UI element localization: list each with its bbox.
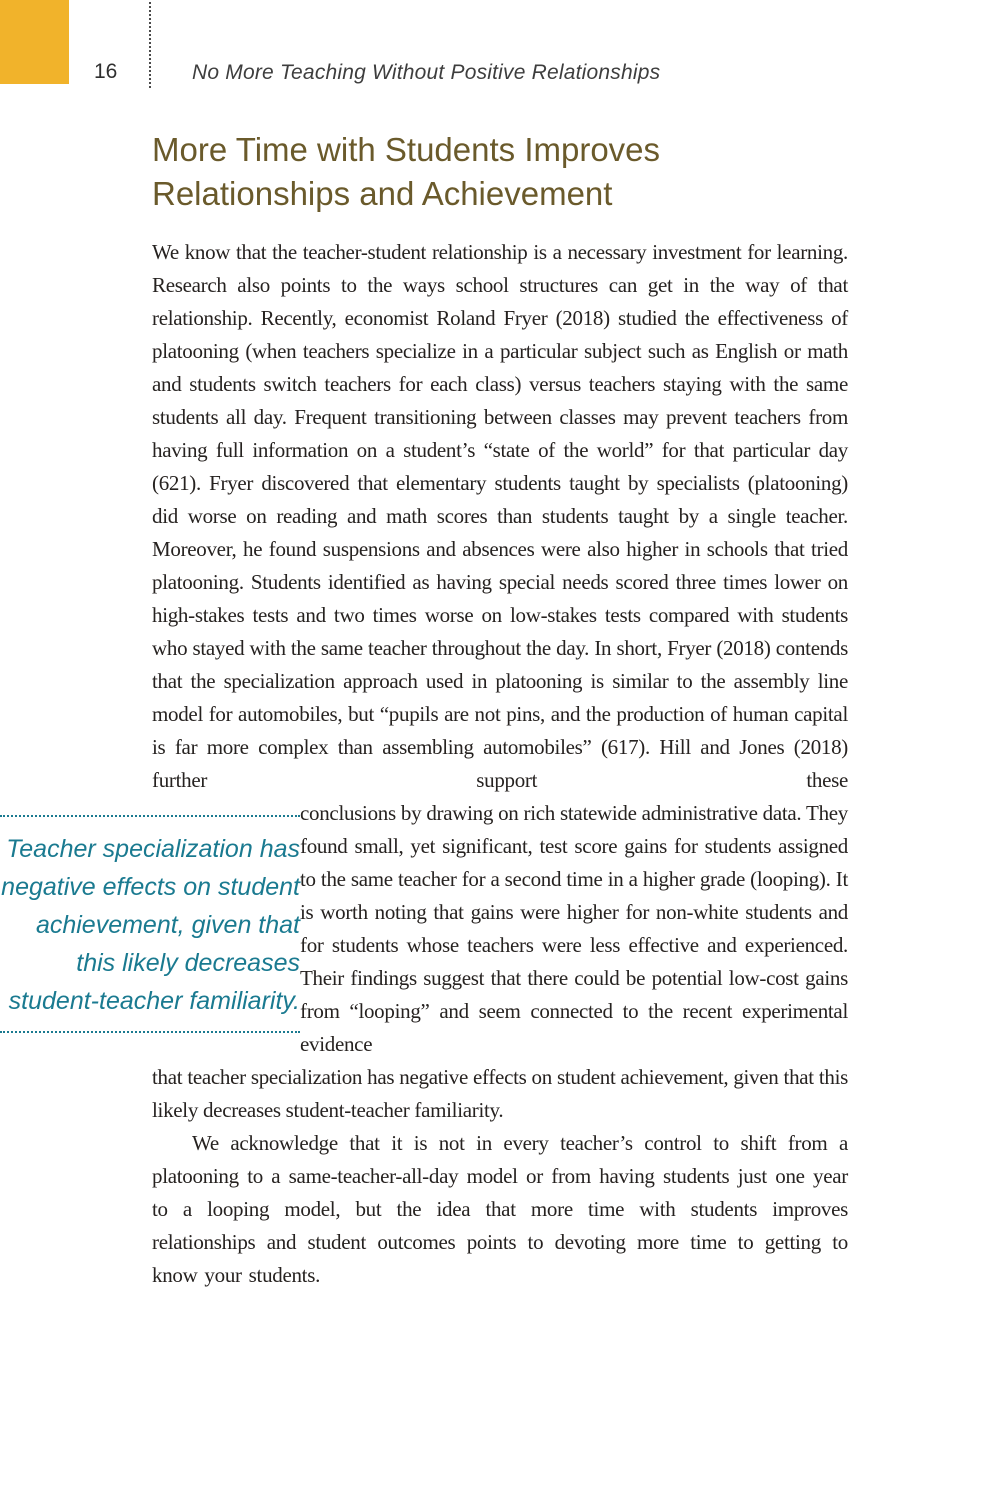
- body-paragraph-1c: that teacher specialization has negative effects on student achievement, given that this likely decreases student-teacher familiarity.: [152, 1065, 848, 1122]
- running-head-title: No More Teaching Without Positive Relationships: [192, 61, 661, 84]
- page-content: [1, 128, 848, 1292]
- header-dotted-rule: [149, 0, 151, 88]
- pull-quote-text: Teacher specialization has negative effects on student achievement, given that this likely decreases student-teacher familiarity.: [1, 835, 300, 1015]
- page-number: 16: [94, 60, 118, 83]
- body-paragraph-1a: We know that the teacher-student relationship is a necessary investment for learning. Research also points to the ways school structures can get in the way of that relationship. Recently, economist Roland Fryer (2018) studied the effectiveness of platooning (when teachers specialize in a particular subject such as English or math and students switch teachers for each class) versus teachers staying with the same students all day. Frequent transitioning between classes may prevent teachers from having full information on a student’s “state of the world” for that particular day (621). Fryer discovered that elementary students taught by specialists (platooning) did worse on reading and math scores than students taught by a single teacher. Moreover, he found suspensions and absences were also higher in schools that tried platooning. Students identified as having special needs scored three times lower on high-stakes tests and two times worse on low-stakes tests compared with students who stayed with the same teacher throughout the day. In short, Fryer (2018) contends that the specialization approach used in platooning is similar to the assembly line model for automobiles, but “pupils are not pins, and the production of human capital is far more complex than assembling automobiles” (617). Hill and Jones (2018) further support these: [152, 240, 848, 792]
- accent-corner-block: [0, 0, 69, 84]
- heading-line-2: Relationships and Achievement: [152, 175, 613, 212]
- body-paragraph-2: We acknowledge that it is not in every teacher’s control to shift from a platooning to a same-teacher-all-day model or from having students just one year to a looping model, but the idea that more time with students improves relationships and student outcomes points to devoting more time to getting to know your students.: [152, 1131, 848, 1287]
- body-paragraph-1b: conclusions by drawing on rich statewide administrative data. They found small, yet significant, test score gains for students assigned to the same teacher for a second time in a higher grade (looping). It is worth noting that gains were higher for non-white students and for students whose teachers were less effective and experienced. Their findings suggest that there could be potential low-cost gains from “looping” and seem connected to the recent experimental evidence: [300, 801, 848, 1056]
- section-heading: [152, 128, 848, 216]
- pull-quote-row: [0, 797, 848, 1061]
- pull-quote: [0, 815, 300, 1033]
- heading-line-1: More Time with Students Improves: [152, 131, 661, 168]
